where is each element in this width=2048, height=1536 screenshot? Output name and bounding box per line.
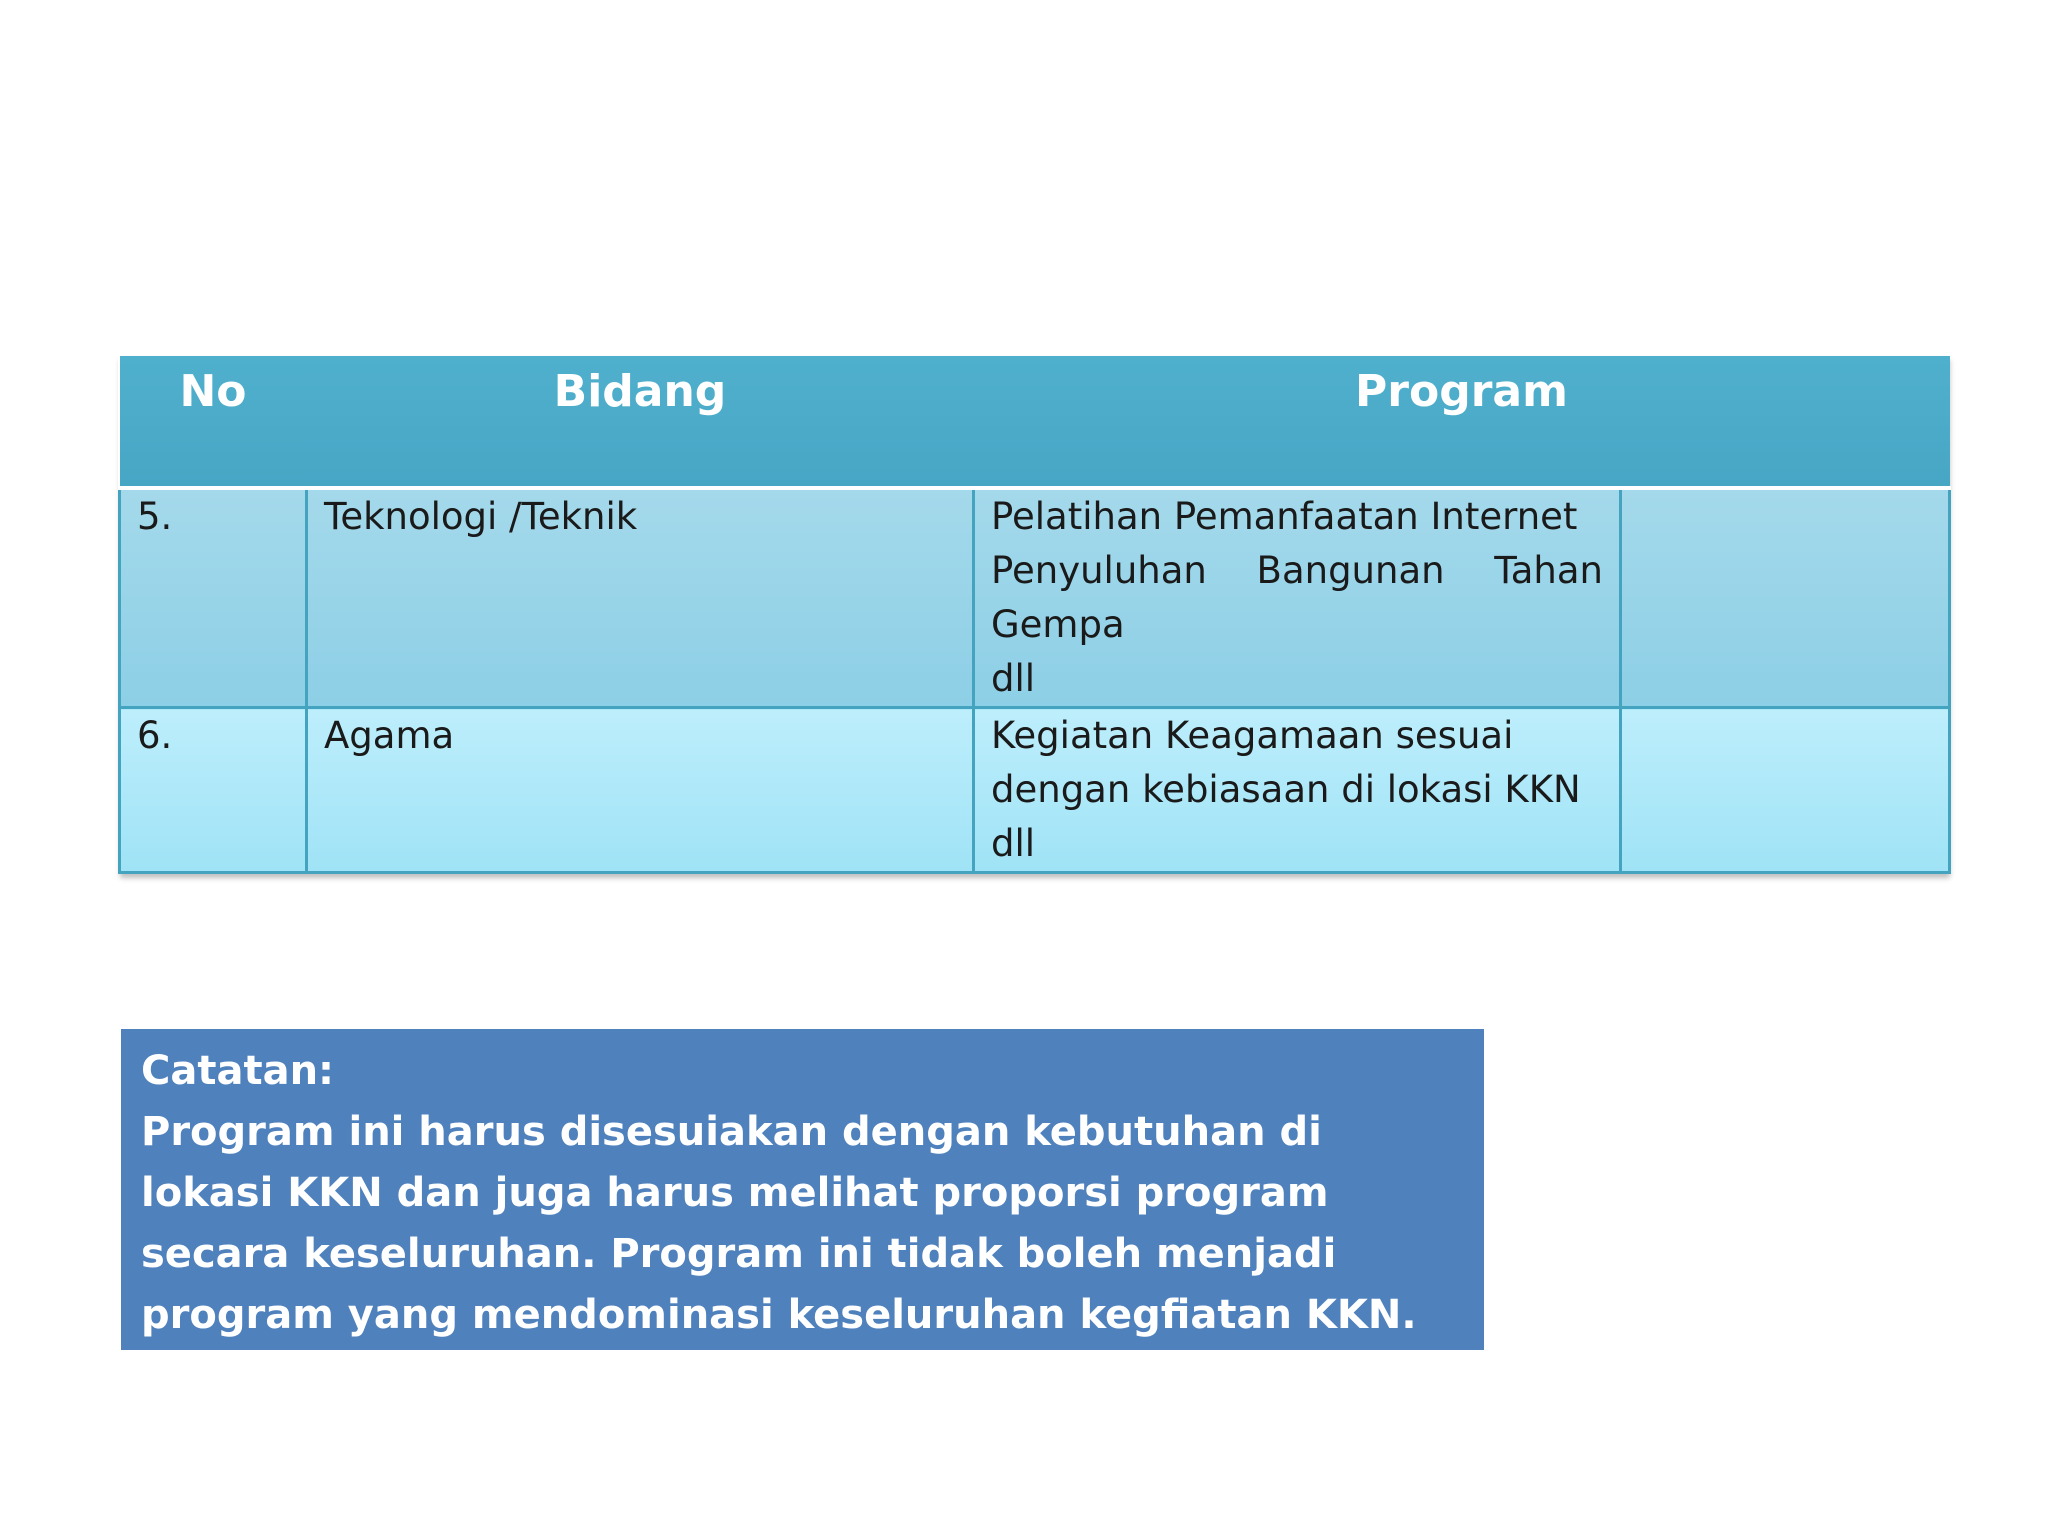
cell-extra xyxy=(1621,708,1950,873)
cell-no: 6. xyxy=(120,708,307,873)
program-line: Kegiatan Keagamaan sesuai xyxy=(991,714,1514,757)
table-header-row xyxy=(120,356,1950,488)
program-line: dengan kebiasaan di lokasi KKN xyxy=(991,768,1581,811)
table-row xyxy=(120,488,1950,708)
program-line: Pelatihan Pemanfaatan Internet xyxy=(991,495,1578,538)
program-line: Gempa xyxy=(991,603,1125,646)
header-bidang: Bidang xyxy=(307,356,974,488)
program-table-container xyxy=(118,356,1948,874)
header-no: No xyxy=(120,356,307,488)
header-program: Program xyxy=(974,356,1950,488)
program-line: Penyuluhan Bangunan Tahan xyxy=(991,549,1603,592)
cell-program xyxy=(974,708,1621,873)
cell-bidang: Agama xyxy=(307,708,974,873)
program-line: dll xyxy=(991,822,1036,865)
program-line: dll xyxy=(991,657,1036,700)
note-box xyxy=(121,1029,1484,1350)
cell-program xyxy=(974,488,1621,708)
program-table xyxy=(118,356,1951,874)
table-row xyxy=(120,708,1950,873)
cell-extra xyxy=(1621,488,1950,708)
cell-bidang: Teknologi /Teknik xyxy=(307,488,974,708)
note-title: Catatan: xyxy=(141,1048,335,1094)
cell-no: 5. xyxy=(120,488,307,708)
note-body: Program ini harus disesuiakan dengan kebutuhan di lokasi KKN dan juga harus melihat proporsi program secara keseluruhan. Program ini tidak boleh menjadi program yang mendominasi keseluruhan kegfiatan KKN. xyxy=(141,1109,1417,1338)
